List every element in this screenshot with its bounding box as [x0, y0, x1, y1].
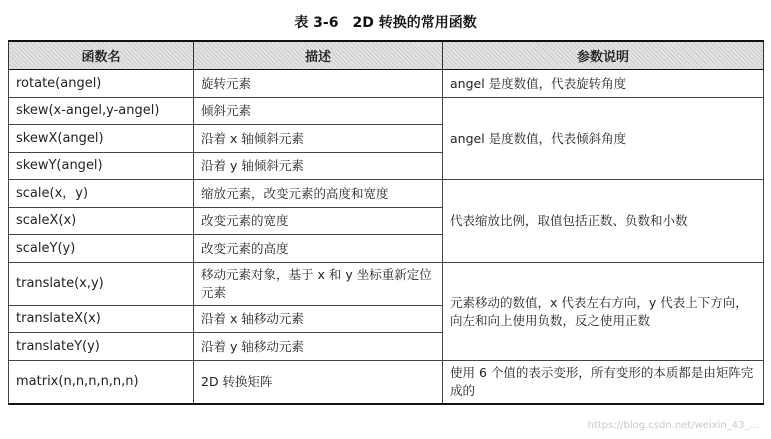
header-parameters: 参数说明	[443, 41, 764, 70]
table-row	[9, 70, 764, 98]
description-cell: 沿着 x 轴倾斜元素	[194, 125, 443, 153]
description-cell: 沿着 y 轴倾斜元素	[194, 153, 443, 180]
header-function-name: 函数名	[9, 41, 194, 70]
transform-functions-table	[8, 40, 764, 405]
function-name-cell: skew(x-angel,y-angel)	[9, 98, 194, 125]
table-row	[9, 98, 764, 125]
function-name-cell: matrix(n,n,n,n,n,n)	[9, 361, 194, 405]
header-description: 描述	[194, 41, 443, 70]
function-name-cell: rotate(angel)	[9, 70, 194, 98]
function-name-cell: scaleX(x)	[9, 208, 194, 235]
function-name-cell: translate(x,y)	[9, 263, 194, 306]
description-cell: 2D 转换矩阵	[194, 361, 443, 405]
parameter-cell: angel 是度数值，代表旋转角度	[443, 70, 764, 98]
parameter-cell: 代表缩放比例，取值包括正数、负数和小数	[443, 180, 764, 263]
watermark-text: https://blog.csdn.net/weixin_43_...	[587, 420, 759, 431]
description-cell: 缩放元素，改变元素的高度和宽度	[194, 180, 443, 208]
function-name-cell: scale(x，y)	[9, 180, 194, 208]
table-row	[9, 180, 764, 208]
description-cell: 改变元素的高度	[194, 235, 443, 263]
function-name-cell: skewX(angel)	[9, 125, 194, 153]
parameter-cell: angel 是度数值，代表倾斜角度	[443, 98, 764, 180]
table-row	[9, 263, 764, 306]
description-cell: 改变元素的宽度	[194, 208, 443, 235]
function-name-cell: scaleY(y)	[9, 235, 194, 263]
description-cell: 沿着 x 轴移动元素	[194, 306, 443, 333]
function-name-cell: translateY(y)	[9, 333, 194, 361]
parameter-cell: 元素移动的数值，x 代表左右方向，y 代表上下方向，向左和向上使用负数，反之使用正数	[443, 263, 764, 361]
function-name-cell: translateX(x)	[9, 306, 194, 333]
parameter-cell: 使用 6 个值的表示变形，所有变形的本质都是由矩阵完成的	[443, 361, 764, 405]
table-header-row	[9, 41, 764, 70]
description-cell: 沿着 y 轴移动元素	[194, 333, 443, 361]
description-cell: 移动元素对象，基于 x 和 y 坐标重新定位元素	[194, 263, 443, 306]
function-name-cell: skewY(angel)	[9, 153, 194, 180]
table-title: 表 3-6 2D 转换的常用函数	[294, 15, 477, 31]
description-cell: 旋转元素	[194, 70, 443, 98]
description-cell: 倾斜元素	[194, 98, 443, 125]
table-row	[9, 361, 764, 405]
